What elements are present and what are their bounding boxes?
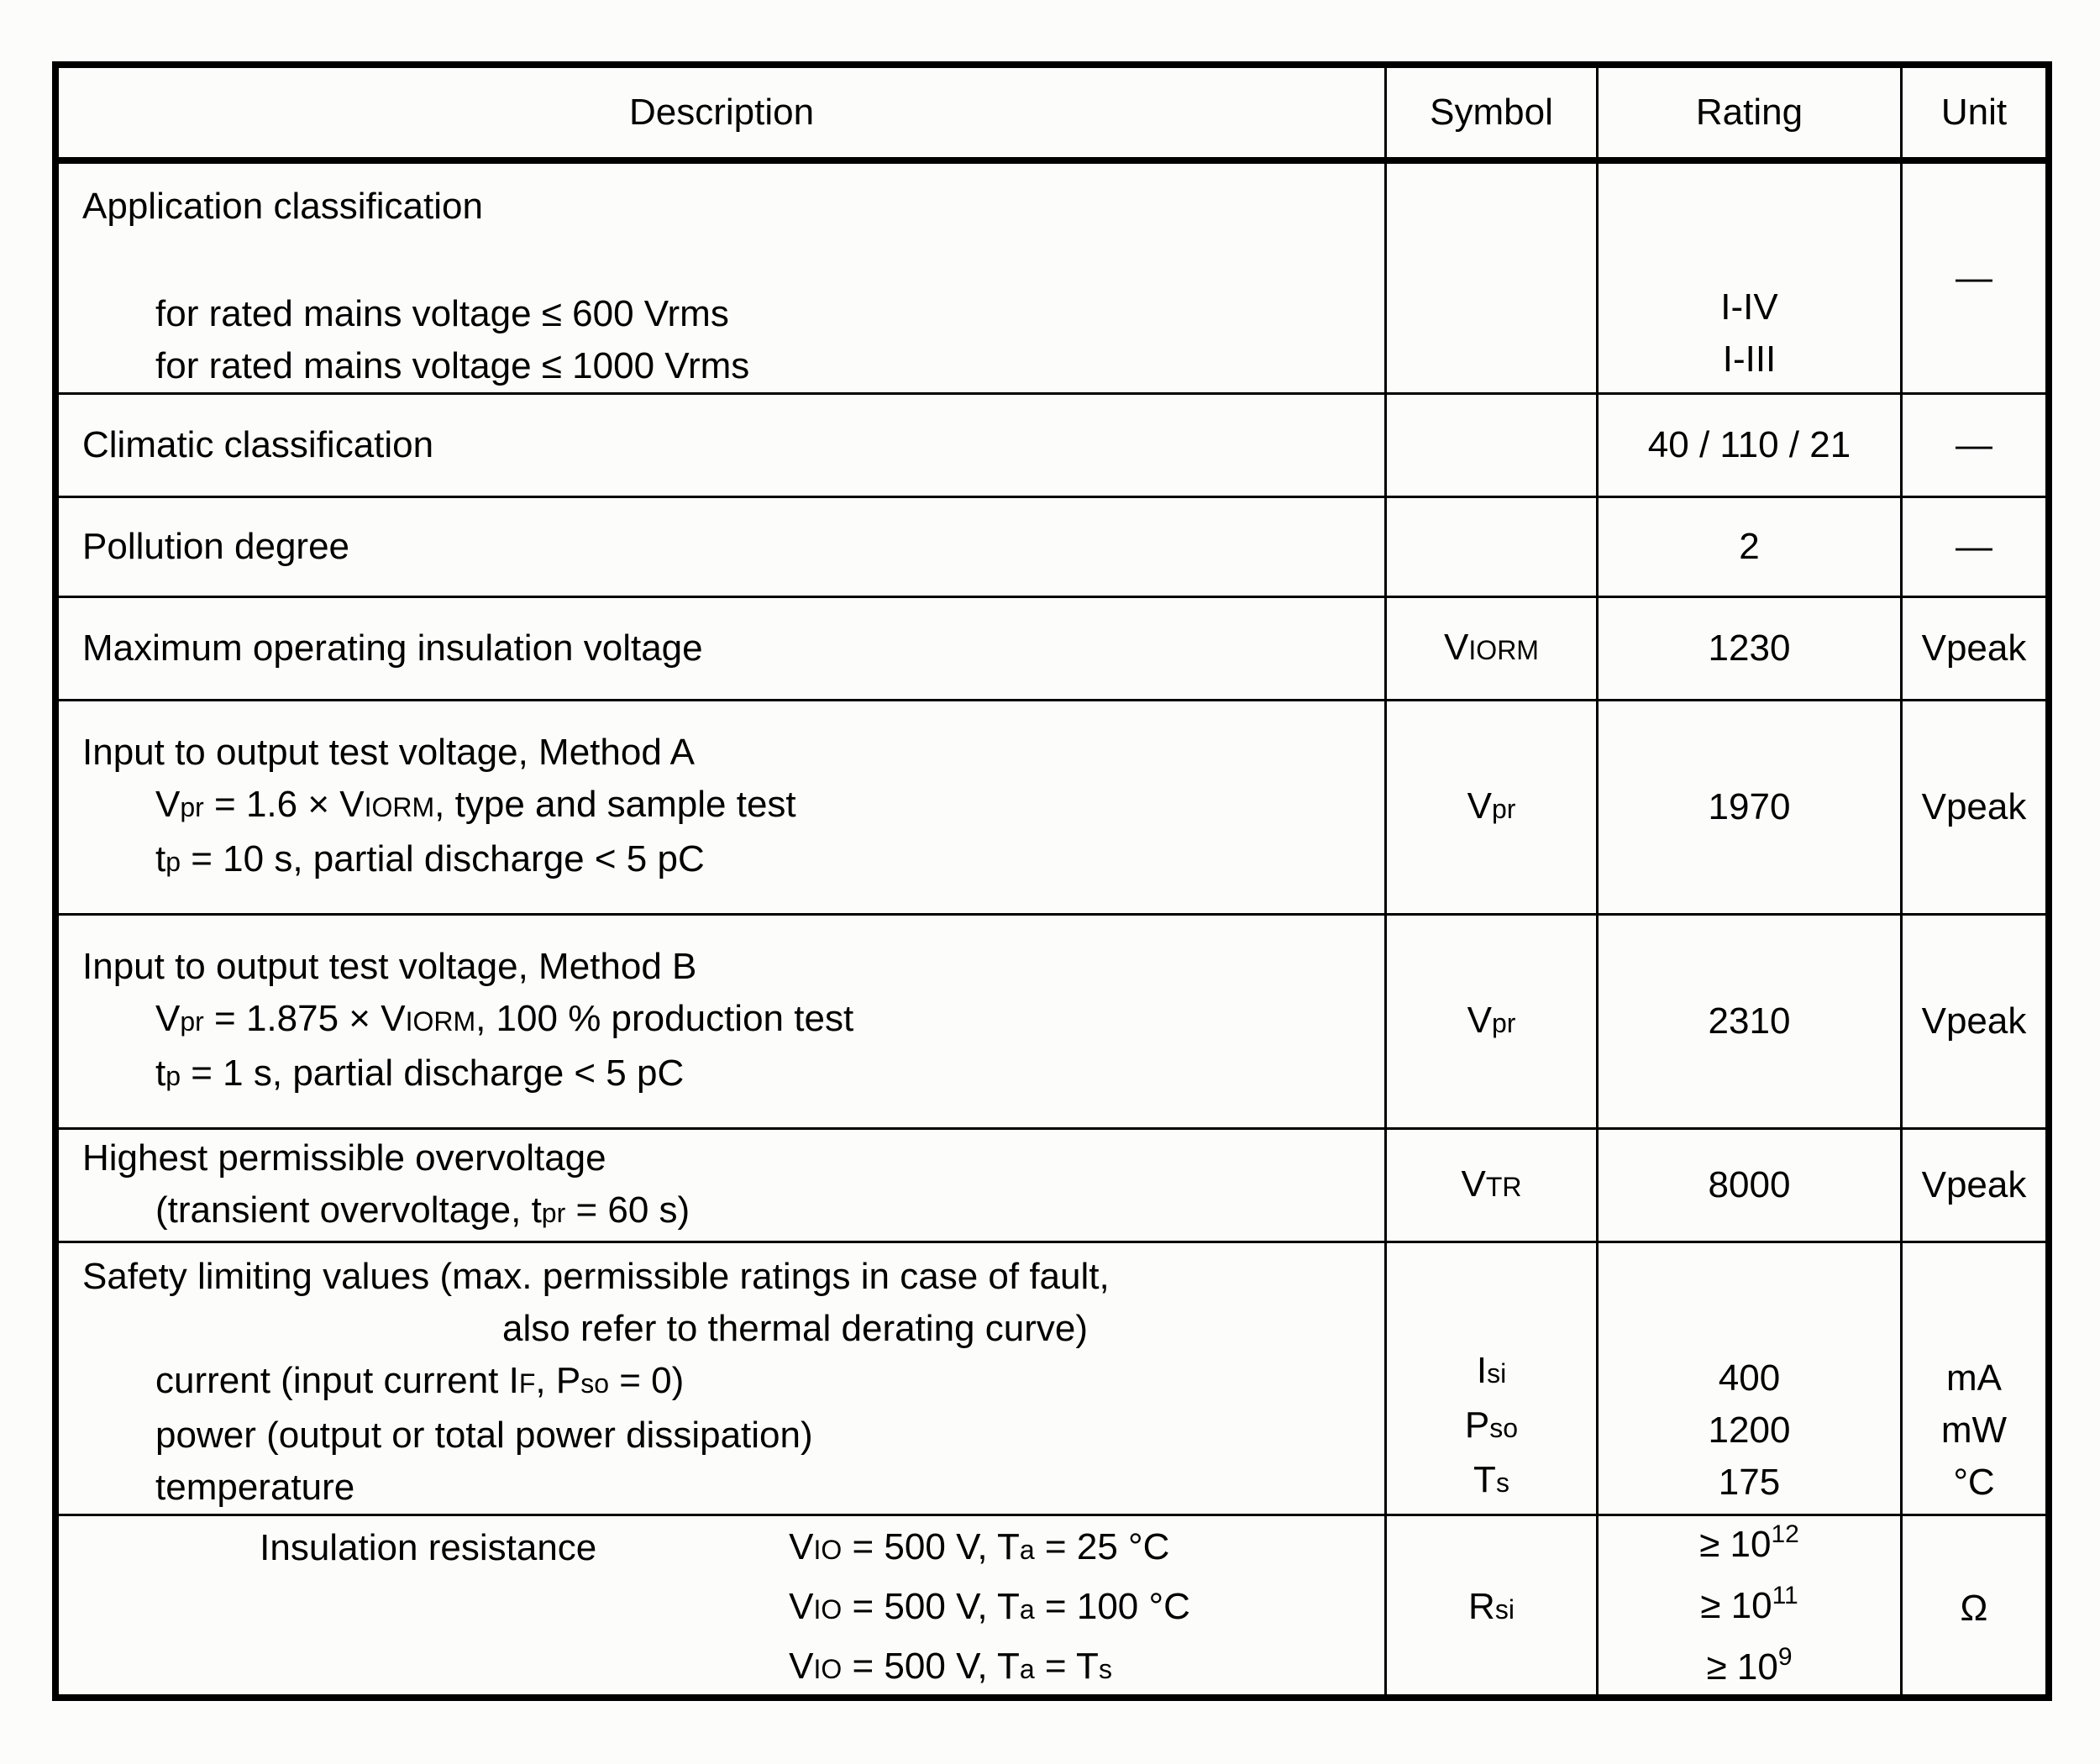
rating-value: I-III	[1722, 339, 1777, 380]
rating-value: 2310	[1708, 1000, 1791, 1042]
description-cell-method-a	[59, 701, 1387, 916]
description-line: VIO = 500 V, Ta = Ts	[789, 1646, 1112, 1687]
safety-ratings-table	[52, 61, 2052, 1701]
description-line: Application classification	[82, 186, 483, 227]
description-line: for rated mains voltage ≤ 1000 Vrms	[155, 345, 750, 386]
unit-cell-max-insulation	[1903, 598, 2045, 701]
rating-value: 175	[1718, 1462, 1781, 1503]
unit-cell-method-b	[1903, 916, 2045, 1130]
unit-value: mA	[1946, 1357, 2002, 1399]
unit-cell-pollution	[1903, 498, 2045, 598]
description-line: Maximum operating insulation voltage	[82, 627, 703, 669]
symbol-value: VIORM	[1444, 626, 1539, 668]
symbol-cell-safety	[1387, 1243, 1599, 1516]
symbol-value: VTR	[1461, 1163, 1522, 1205]
rating-cell-pollution	[1599, 498, 1903, 598]
column-header-unit	[1903, 68, 2045, 164]
description-line: tp = 10 s, partial discharge < 5 pC	[155, 838, 705, 879]
unit-value: —	[1956, 526, 1992, 567]
rating-value: ≥ $10^{11}$	[1700, 1582, 1798, 1626]
rating-cell-insulation	[1599, 1516, 1903, 1700]
symbol-value: Pso	[1464, 1404, 1519, 1446]
description-line: Highest permissible overvoltage	[82, 1137, 606, 1179]
description-line: current (input current IF, Pso = 0)	[155, 1360, 685, 1401]
symbol-cell-application	[1387, 164, 1599, 395]
unit-value: Vpeak	[1921, 1000, 2027, 1042]
description-line: Safety limiting values (max. permissible ratings in case of fault,	[82, 1256, 1110, 1297]
description-line: temperature	[155, 1467, 355, 1508]
symbol-cell-pollution	[1387, 498, 1599, 598]
description-line: VIO = 500 V, Ta = 25 °C	[789, 1526, 1170, 1567]
rating-value: ≥ $10^{12}$	[1699, 1520, 1799, 1565]
rating-value: 1970	[1708, 786, 1791, 827]
rating-value: 400	[1718, 1357, 1781, 1399]
rating-cell-method-a	[1599, 701, 1903, 916]
header-label: Description	[628, 92, 815, 133]
description-line: Input to output test voltage, Method B	[82, 946, 697, 987]
rating-cell-climatic	[1599, 395, 1903, 498]
rating-value: 8000	[1708, 1164, 1791, 1205]
unit-value: Vpeak	[1921, 1164, 2027, 1205]
unit-cell-method-a	[1903, 701, 2045, 916]
symbol-value: Isi	[1476, 1350, 1507, 1391]
description-cell-method-b	[59, 916, 1387, 1130]
unit-cell-application	[1903, 164, 2045, 395]
description-line: Pollution degree	[82, 526, 350, 567]
description-cell-pollution	[59, 498, 1387, 598]
unit-value: °C	[1953, 1462, 1995, 1503]
rating-cell-overvoltage	[1599, 1130, 1903, 1243]
column-header-description	[59, 68, 1387, 164]
rating-value: I-IV	[1720, 286, 1778, 328]
rating-value: 2	[1739, 526, 1760, 567]
unit-cell-climatic	[1903, 395, 2045, 498]
rating-cell-application	[1599, 164, 1903, 395]
unit-cell-overvoltage	[1903, 1130, 2045, 1243]
symbol-value: Rsi	[1468, 1586, 1515, 1627]
description-line: Insulation resistance	[260, 1527, 597, 1568]
description-line: VIO = 500 V, Ta = 100 °C	[789, 1586, 1190, 1627]
header-label: Unit	[1940, 92, 2008, 133]
rating-value: ≥ $10^9$	[1706, 1643, 1793, 1688]
symbol-cell-method-b	[1387, 916, 1599, 1130]
rating-value: 1230	[1708, 627, 1791, 669]
rating-value: 40 / 110 / 21	[1647, 424, 1851, 465]
description-line: Climatic classification	[82, 424, 434, 465]
rating-cell-max-insulation	[1599, 598, 1903, 701]
symbol-value: Ts	[1473, 1459, 1509, 1500]
symbol-cell-overvoltage	[1387, 1130, 1599, 1243]
symbol-cell-max-insulation	[1387, 598, 1599, 701]
column-header-rating	[1599, 68, 1903, 164]
rating-value: 1200	[1708, 1410, 1791, 1451]
unit-cell-safety	[1903, 1243, 2045, 1516]
spacer	[82, 1243, 1368, 1251]
description-line: Vpr = 1.6 × VIORM, type and sample test	[155, 784, 796, 825]
unit-value: Vpeak	[1921, 786, 2027, 827]
description-line: Vpr = 1.875 × VIORM, 100 % production test	[155, 998, 854, 1039]
column-header-symbol	[1387, 68, 1599, 164]
description-line: Input to output test voltage, Method A	[82, 732, 695, 773]
symbol-cell-method-a	[1387, 701, 1599, 916]
header-label: Rating	[1695, 92, 1803, 133]
description-cell-insulation	[59, 1516, 1387, 1700]
symbol-cell-climatic	[1387, 395, 1599, 498]
spacer	[82, 233, 1368, 288]
description-cell-overvoltage	[59, 1130, 1387, 1243]
description-line: power (output or total power dissipation)	[155, 1415, 813, 1456]
symbol-value: Vpr	[1467, 999, 1516, 1041]
rating-cell-safety	[1599, 1243, 1903, 1516]
description-cell-max-insulation	[59, 598, 1387, 701]
unit-value: Vpeak	[1921, 627, 2027, 669]
description-line: (transient overvoltage, tpr = 60 s)	[155, 1189, 690, 1231]
symbol-cell-insulation	[1387, 1516, 1599, 1700]
unit-cell-insulation	[1903, 1516, 2045, 1700]
description-conditions	[789, 1519, 1190, 1698]
unit-value: —	[1956, 257, 1992, 298]
header-label: Symbol	[1430, 92, 1553, 133]
description-line: for rated mains voltage ≤ 600 Vrms	[155, 293, 729, 334]
description-cell-application	[59, 164, 1387, 395]
description-cell-safety	[59, 1243, 1387, 1516]
description-line: tp = 1 s, partial discharge < 5 pC	[155, 1053, 685, 1094]
description-line: also refer to thermal derating curve)	[502, 1308, 1088, 1349]
rating-cell-method-b	[1599, 916, 1903, 1130]
description-cell-climatic	[59, 395, 1387, 498]
unit-value: Ω	[1960, 1587, 1988, 1629]
unit-value: mW	[1940, 1410, 2008, 1451]
unit-value: —	[1956, 424, 1992, 465]
symbol-value: Vpr	[1467, 785, 1516, 827]
